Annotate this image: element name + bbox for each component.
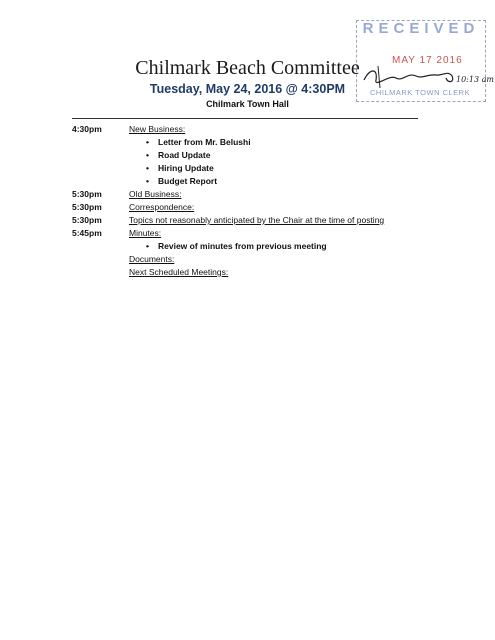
agenda-item: Correspondence:	[129, 202, 195, 212]
agenda-subitem	[0, 240, 495, 253]
stamp-received-word: RECEIVED	[362, 20, 480, 37]
page-title: Chilmark Beach Committee	[135, 57, 360, 79]
agenda-item: Old Business:	[129, 189, 182, 199]
agenda-row	[0, 227, 495, 240]
agenda-subitem	[0, 162, 495, 175]
agenda-row	[0, 201, 495, 214]
agenda-time: 4:30pm	[72, 124, 102, 134]
agenda-item: Next Scheduled Meetings:	[129, 267, 229, 277]
agenda-row	[0, 253, 495, 266]
agenda-time: 5:30pm	[72, 215, 102, 225]
agenda-time: 5:45pm	[72, 228, 102, 238]
agenda-item: Documents:	[129, 254, 175, 264]
agenda-row	[0, 214, 495, 227]
subitem-text: Road Update	[158, 150, 211, 160]
bullet-icon: •	[146, 137, 149, 147]
subitem-text: Budget Report	[158, 176, 218, 186]
bullet-icon: •	[146, 176, 149, 186]
agenda-list	[0, 123, 495, 279]
agenda-item: Topics not reasonably anticipated by the Chair at the time of posting	[129, 215, 385, 225]
bullet-icon: •	[146, 241, 149, 251]
subitem-text: Letter from Mr. Belushi	[158, 137, 251, 147]
agenda-row	[0, 266, 495, 279]
agenda-item: Minutes:	[129, 228, 162, 238]
agenda-time: 5:30pm	[72, 189, 102, 199]
stamp-time-note: 10:13 am	[456, 75, 494, 84]
stamp-date: MAY 17 2016	[392, 55, 463, 66]
bullet-icon: •	[146, 150, 149, 160]
subitem-text: Hiring Update	[158, 163, 214, 173]
agenda-row	[0, 123, 495, 136]
meeting-date: Tuesday, May 24, 2016 @ 4:30PM	[149, 82, 346, 96]
header-divider	[72, 118, 418, 119]
agenda-subitem	[0, 136, 495, 149]
agenda-item: New Business:	[129, 124, 186, 134]
subitem-text: Review of minutes from previous meeting	[158, 241, 327, 251]
meeting-location: Chilmark Town Hall	[206, 99, 289, 109]
stamp-department: CHILMARK TOWN CLERK	[370, 88, 471, 97]
agenda-subitem	[0, 175, 495, 188]
agenda-subitem	[0, 149, 495, 162]
bullet-icon: •	[146, 163, 149, 173]
agenda-row	[0, 188, 495, 201]
agenda-time: 5:30pm	[72, 202, 102, 212]
